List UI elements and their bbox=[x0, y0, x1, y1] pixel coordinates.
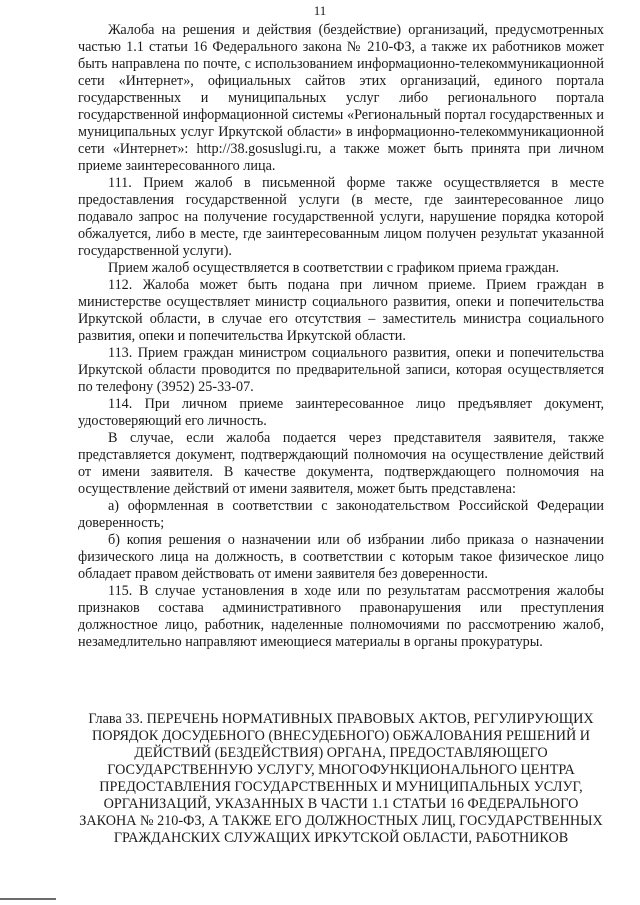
paragraph-representative: В случае, если жалоба подается через представителя заявителя, также представляется документ, подтверждающий полномочия на осуществление действий от имени заявителя. В качестве документа, подтверждающего полномочия на осуществление действий от имени заявителя, может быть представлена: bbox=[78, 430, 604, 497]
list-item-b: б) копия решения о назначении или об избрании либо приказа о назначении физического лица на должность, в соответствии с которым такое физическое лицо обладает правом действовать от имени заявителя без доверенности. bbox=[78, 532, 604, 582]
paragraph-reception-schedule: Прием жалоб осуществляется в соответствии с графиком приема граждан. bbox=[108, 260, 560, 276]
list-item-a: а) оформленная в соответствии с законодательством Российской Федерации доверенность; bbox=[78, 498, 604, 531]
paragraph-115: 115. В случае установления в ходе или по результатам рассмотрения жалобы признаков состава административного правонарушения или преступления должностное лицо, работник, наделенные полномочиями по рассмотрению жалоб, незамедлительно направляют имеющиеся материалы в органы прокуратуры. bbox=[78, 583, 604, 650]
page-number: 11 bbox=[313, 3, 327, 18]
chapter-heading: Глава 33. ПЕРЕЧЕНЬ НОРМАТИВНЫХ ПРАВОВЫХ АКТОВ, РЕГУЛИРУЮЩИХ ПОРЯДОК ДОСУДЕБНОГО (ВНЕСУДЕБНОГО) ОБЖАЛОВАНИЯ РЕШЕНИЙ И ДЕЙСТВИЙ (БЕЗДЕЙСТВИЯ) ОРГАНА, ПРЕДОСТАВЛЯЮЩЕГО ГОСУДАРСТВЕННУЮ УСЛУГУ, МНОГОФУНКЦИОНАЛЬНОГО ЦЕНТРА ПРЕДОСТАВЛЕНИЯ ГОСУДАРСТВЕННЫХ И МУНИЦИПАЛЬНЫХ УСЛУГ, ОРГАНИЗАЦИЙ, УКАЗАННЫХ В ЧАСТИ 1.1 СТАТЬИ 16 ФЕДЕРАЛЬНОГО ЗАКОНА № 210-ФЗ, А ТАКЖЕ ЕГО ДОЛЖНОСТНЫХ ЛИЦ, ГОСУДАРСТВЕННЫХ ГРАЖДАНСКИХ СЛУЖАЩИХ ИРКУТСКОЙ ОБЛАСТИ, РАБОТНИКОВ bbox=[79, 711, 603, 846]
paragraph-111: 111. Прием жалоб в письменной форме также осуществляется в месте предоставления государственной услуги (в месте, где заинтересованное лицо подавало запрос на получение государственной услуги, нарушение порядка которой обжалуется, либо в месте, где заинтересованным лицом получен результат указанной государственной услуги). bbox=[78, 175, 604, 259]
paragraph-113: 113. Прием граждан министром социального развития, опеки и попечительства Иркутской области проводится по предварительной записи, которая осуществляется по телефону (3952) 25-33-07. bbox=[78, 345, 604, 395]
paragraph-complaint-channels: Жалоба на решения и действия (бездействие) организаций, предусмотренных частью 1.1 статьи 16 Федерального закона № 210-ФЗ, а также их работников может быть направлена по почте, с использованием информационно-телекоммуникационной сети «Интернет», официальных сайтов этих организаций, единого портала государственных и муниципальных услуг либо регионального портала государственной информационной системы «Региональный портал государственных и муниципальных услуг Иркутской области» в информационно-телекоммуникационной сети «Интернет»: http://38.gosuslugi.ru, а также может быть принята при личном приеме заинтересованного лица. bbox=[78, 22, 604, 174]
scan-artifact-line bbox=[0, 898, 56, 900]
paragraph-114: 114. При личном приеме заинтересованное лицо предъявляет документ, удостоверяющий его личность. bbox=[78, 396, 604, 429]
paragraph-112: 112. Жалоба может быть подана при личном приеме. Прием граждан в министерстве осуществляет министр социального развития, опеки и попечительства Иркутской области, в случае его отсутствия – заместитель министра социального развития, опеки и попечительства Иркутской области. bbox=[78, 277, 604, 344]
document-body bbox=[78, 22, 604, 651]
